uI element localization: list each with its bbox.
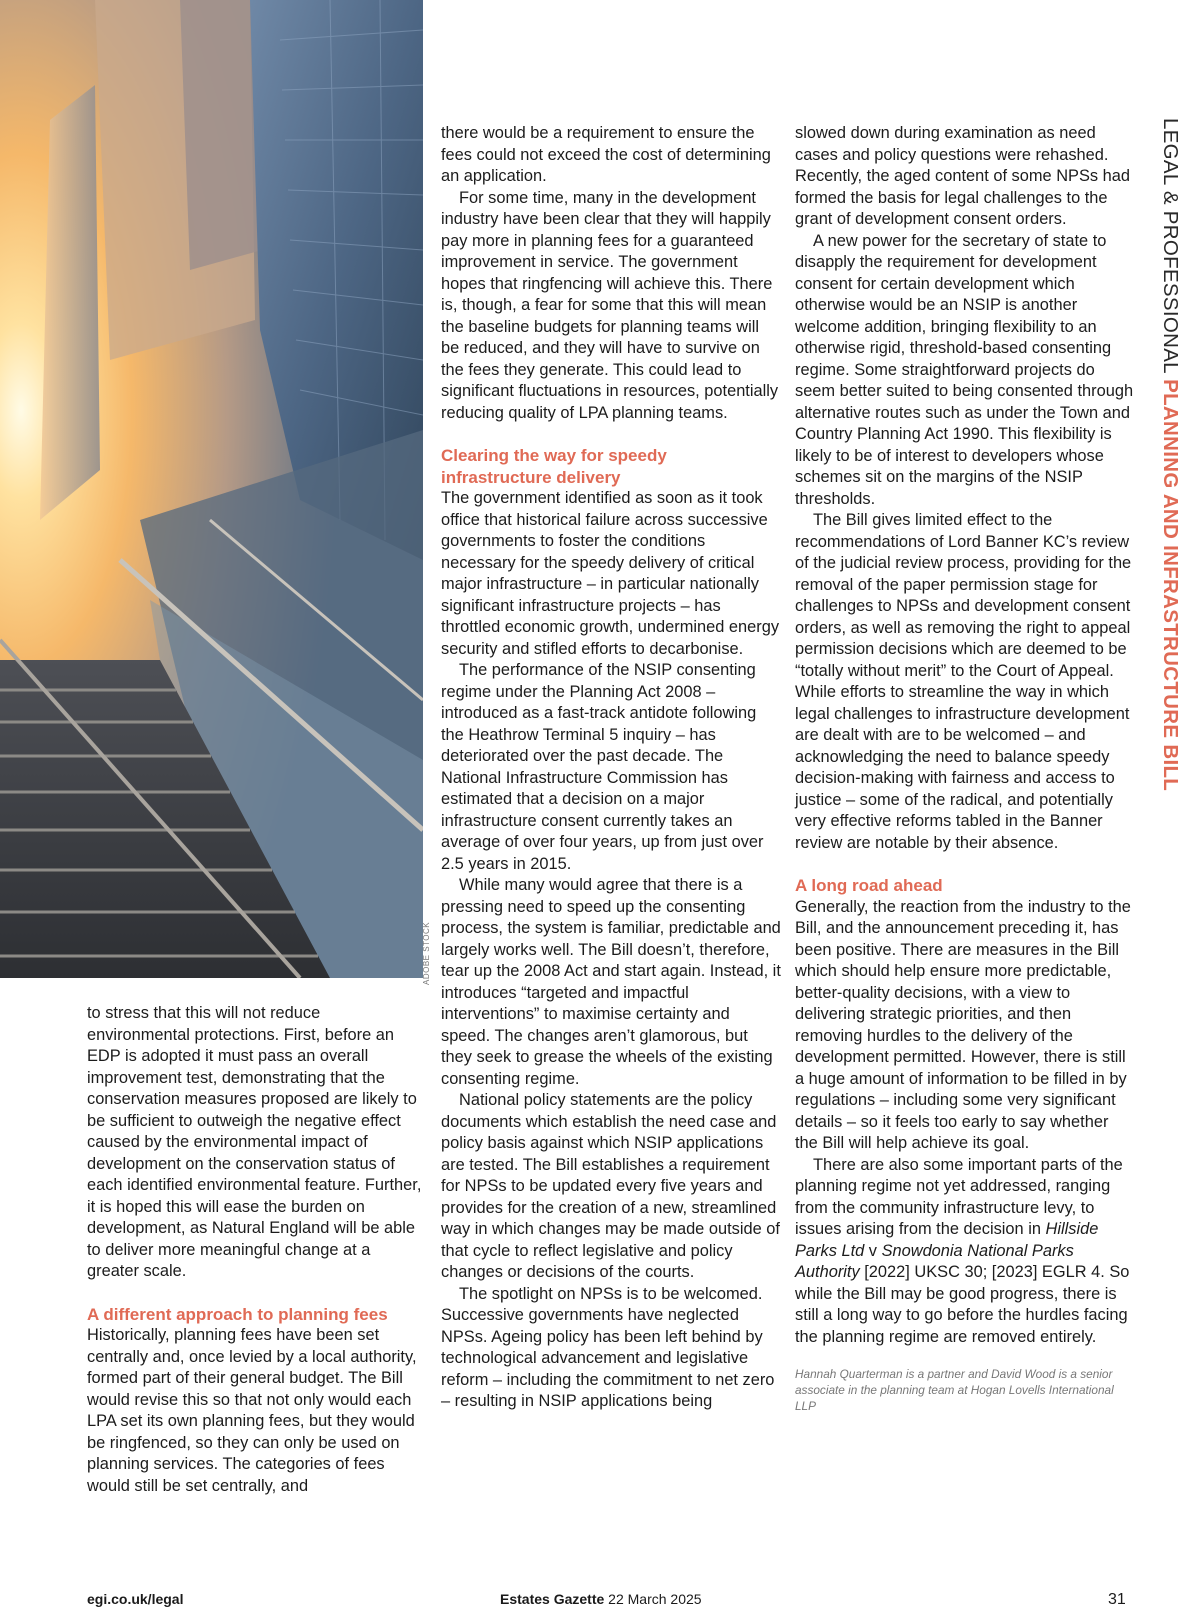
paragraph: there would be a requirement to ensure the fees could not exceed the cost of determining an application. [441, 124, 771, 185]
staircase-illustration [0, 0, 423, 978]
paragraph: Historically, planning fees have been set centrally and, once levied by a local authority, formed part of their general budget. The Bill would revise this so that not only would each LPA set its own planning fees, but they would be ringfenced, so they can only be used on planning services. The categories of fees would still be set centrally, and [87, 1326, 417, 1495]
paragraph: The government identified as soon as it took office that historical failure across successive governments to foster the conditions necessary for the speedy delivery of critical major infrastructure – in particular nationally significant infrastructure projects – has throttled economic growth, undermined energy security and stifled efforts to decarbonise. [441, 489, 780, 658]
photo-credit: ADOBE STOCK [422, 921, 431, 985]
article-column-1 [87, 1003, 422, 1497]
paragraph: A new power for the secretary of state to disapply the requirement for development consent for certain development which otherwise would be an NSIP is another welcome addition, bringing flexibility to an otherwise rigid, threshold-based consenting regime. Some straightforward projects do seem better suited to being consented through alternative routes such as under the Town and Country Planning Act 1990. This flexibility is likely to be of interest to developers whose schemes sit on the margins of the NSIP thresholds. [795, 231, 1134, 508]
paragraph: to stress that this will not reduce environmental protections. First, before an EDP is adopted it must pass an overall improvement test, demonstrating that the conservation measures proposed are likely to be sufficient to outweigh the negative effect caused by the environmental impact of development on the conservation status of each identified environmental feature. Further, it is hoped this will ease the burden on development, as Natural England will be able to deliver more meaningful change at a greater scale. [87, 1004, 422, 1280]
paragraph: slowed down during examination as need cases and policy questions were rehashed. Recently, the aged content of some NPSs had formed the basis for legal challenges to the grant of development consent orders. [795, 124, 1130, 228]
paragraph-text: There are also some important parts of the planning regime not yet addressed, ranging from the community infrastructure levy, to issues arising from the decision in [795, 1155, 1123, 1238]
publication-date: 22 March 2025 [604, 1591, 702, 1607]
author-bio: Hannah Quarterman is a partner and David Wood is a senior associate in the planning team at Hogan Lovells International LLP [795, 1367, 1114, 1413]
section-category: LEGAL & PROFESSIONAL [1159, 118, 1182, 380]
stock-photo-staircase [0, 0, 423, 978]
paragraph-text: [2022] UKSC 30; [2023] EGLR 4. So while the Bill may be good progress, there is still a long way to go before the hurdles facing the planning regime are removed entirely. [795, 1263, 1130, 1346]
paragraph: For some time, many in the development industry have been clear that they will happily pay more in planning fees for a guaranteed improvement in service. The government hopes that ringfencing will achieve this. There is, though, a fear for some that this will mean the baseline budgets for planning teams will be reduced, and they will have to survive on the fees they generate. This could lead to significant fluctuations in resources, potentially reducing quality of LPA planning teams. [441, 188, 779, 422]
article-column-3 [795, 123, 1135, 1414]
paragraph [795, 1155, 1135, 1349]
paragraph: While many would agree that there is a pressing need to speed up the consenting process, the system is familiar, predictable and largely works well. The Bill doesn’t, therefore, tear up the 2008 Act and start again. Instead, it introduces “targeted and impactful interventions” to maximise certainty and speed. The changes aren’t glamorous, but they seek to grease the wheels of the existing consenting regime. [441, 876, 781, 1088]
publication-name: Estates Gazette [500, 1591, 605, 1607]
paragraph: National policy statements are the policy documents which establish the need case and policy basis against which NSIP applications are tested. The Bill establishes a requirement for NPSs to be updated every five years and provides for the creation of a new, streamlined way in which changes may be made outside of that cycle to reflect legislative and policy changes or decisions of the courts. [441, 1091, 780, 1281]
case-name: Hillside Parks Ltd [795, 1220, 1099, 1260]
subheading-infrastructure-delivery: Clearing the way for speedy infrastructure delivery [441, 446, 667, 487]
subheading-planning-fees: A different approach to planning fees [87, 1304, 388, 1324]
section-title [1150, 118, 1190, 808]
footer-publication [500, 1591, 702, 1607]
paragraph: The Bill gives limited effect to the recommendations of Lord Banner KC’s review of the judicial review process, providing for the removal of the paper permission stage for challenges to NPSs and development consent orders, as well as removing the right to appeal permission decisions which are deemed to be “totally without merit” to the Court of Appeal. While efforts to streamline the way in which legal challenges to infrastructure development are dealt with are to be welcomed – and acknowledging the need to balance speedy decision-making with fairness and access to justice – some of the radical, and potentially very effective reforms tabled in the Banner review are notable by their absence. [795, 511, 1132, 852]
paragraph-text: v [864, 1241, 882, 1260]
section-topic: PLANNING AND INFRASTRUCTURE BILL [1159, 379, 1182, 792]
case-name: Snowdonia National Parks Authority [795, 1241, 1074, 1281]
paragraph: The performance of the NSIP consenting regime under the Planning Act 2008 – introduced as a fast-track antidote following the Heathrow Terminal 5 inquiry – has deteriorated over the past decade. The National Infrastructure Commission has estimated that a decision on a major infrastructure consent currently takes an average of over four years, up from just over 2.5 years in 2015. [441, 661, 764, 873]
article-column-2 [441, 123, 781, 1413]
footer-website: egi.co.uk/legal [87, 1591, 184, 1607]
paragraph: Generally, the reaction from the industry to the Bill, and the announcement preceding it, has been positive. There are measures in the Bill which should help ensure more predictable, better-quality decisions, with a view to delivering strategic priorities, and then removing hurdles to the delivery of the development permitted. However, there is still a huge amount of information to be filled in by regulations – including some very significant details – so it feels too early to say whether the Bill will help achieve its goal. [795, 897, 1131, 1152]
subheading-long-road-ahead: A long road ahead [795, 876, 943, 895]
paragraph: The spotlight on NPSs is to be welcomed. Successive governments have neglected NPSs. Ageing policy has been left behind by technological advancement and legislative reform – including the commitment to net zero – resulting in NSIP applications being [441, 1284, 775, 1410]
page-number: 31 [1108, 1591, 1126, 1608]
